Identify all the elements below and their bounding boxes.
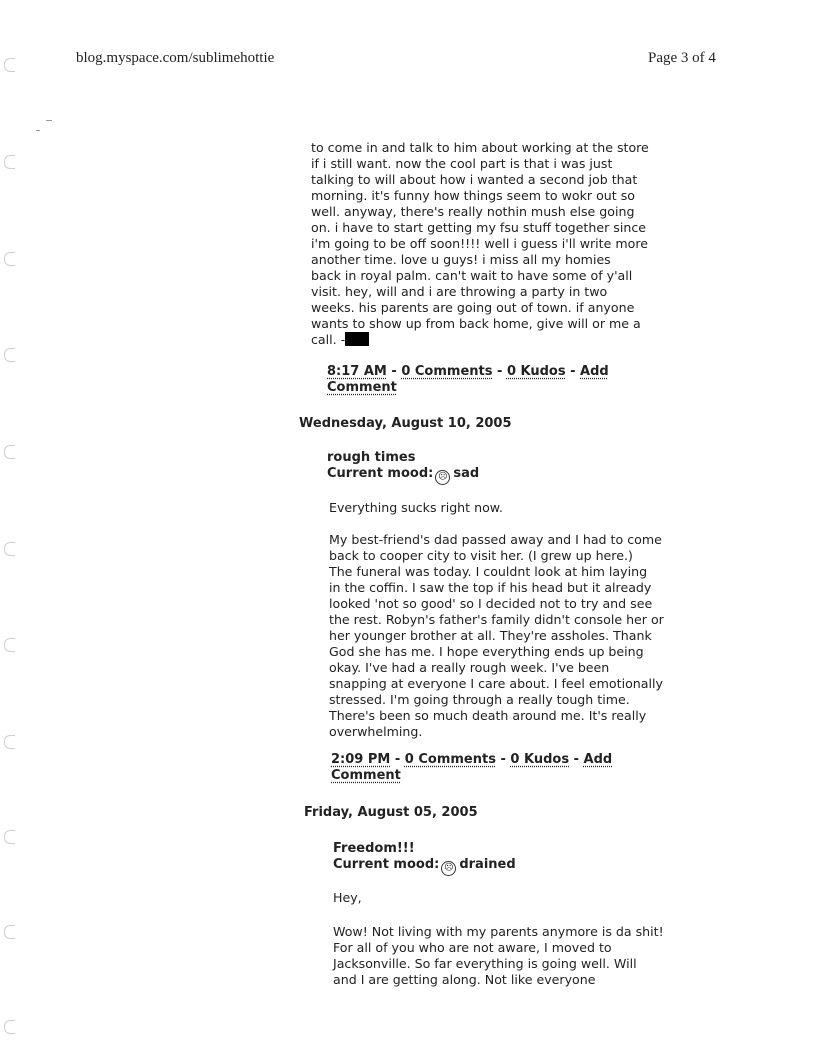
entry-greeting: Hey,	[333, 890, 362, 905]
post-time-link[interactable]: 2:09 PM	[331, 752, 391, 767]
add-comment-link[interactable]: Comment	[331, 768, 401, 783]
redaction-box	[345, 332, 369, 346]
post-time-link[interactable]: 8:17 AM	[327, 364, 387, 379]
entry-closing-text: call. -	[311, 332, 346, 347]
entry-closing	[311, 332, 683, 348]
entry-date: Wednesday, August 10, 2005	[299, 416, 512, 431]
add-comment-link[interactable]: Add	[583, 752, 613, 767]
mood-value: sad	[453, 466, 480, 481]
add-comment-link[interactable]: Comment	[327, 380, 397, 395]
entry-header	[333, 841, 516, 876]
entry-body: Wow! Not living with my parents anymore is da shit! For all of you who are not aware, I moved to Jacksonville. So far everything is going well. Will and I are getting along. Not like everyone	[333, 924, 664, 987]
scan-speck	[46, 120, 52, 121]
page-number: Page 3 of 4	[648, 50, 716, 66]
add-comment-link[interactable]: Add	[580, 364, 609, 379]
comments-link[interactable]: 0 Comments	[404, 752, 496, 767]
entry-title[interactable]: rough times	[327, 450, 416, 465]
comments-link[interactable]: 0 Comments	[401, 364, 493, 379]
entry-title[interactable]: Freedom!!!	[333, 841, 415, 856]
scan-speck	[36, 130, 40, 131]
mood-value: drained	[459, 857, 516, 872]
entry-body: My best-friend's dad passed away and I had to come back to cooper city to visit her. (I grew up here.) The funeral was today. I couldnt look at him laying in the coffin. I saw the top if his head but it already looked 'not so good' so I decided not to try and see the rest. Robyn's father's family didn't console her or her younger brother at all. They're assholes. Thank God she has me. I hope everything ends up being okay. I've had a really rough week. I've been snapping at everyone I care about. I feel emotionally stressed. I'm going through a really tough time. There's been so much death around me. It's really overwhelming.	[329, 532, 664, 739]
entry-body: to come in and talk to him about working at the store if i still want. now the cool part is that i was just talking to will about how i wanted a second job that morning. it's funny how things seem to wokr out so well. anyway, there's really nothin mush else going on. i have to start getting my fsu stuff together since i'm going to be off soon!!!! well i guess i'll write more another time. love u guys! i miss all my homies back in royal palm. can't wait to have some of y'all visit. hey, will and i are throwing a party in two weeks. his parents are going out of town. if anyone wants to show up from back home, give will or me a	[311, 140, 649, 331]
entry-footer: 2:09 PM - 0 Comments - 0 Kudos - Add Comment	[331, 752, 613, 783]
sad-face-icon: ☹	[435, 470, 450, 485]
entry-date: Friday, August 05, 2005	[304, 805, 478, 820]
entry-footer: 8:17 AM - 0 Comments - 0 Kudos - Add Comment	[327, 364, 609, 395]
entry-header	[327, 450, 479, 485]
entry-intro: Everything sucks right now.	[329, 500, 503, 515]
drained-face-icon: ☹	[441, 861, 456, 876]
kudos-link[interactable]: 0 Kudos	[510, 752, 570, 767]
mood-label: Current mood:	[327, 466, 434, 481]
kudos-link[interactable]: 0 Kudos	[506, 364, 566, 379]
mood-label: Current mood:	[333, 857, 440, 872]
page-url: blog.myspace.com/sublimehottie	[76, 50, 275, 66]
